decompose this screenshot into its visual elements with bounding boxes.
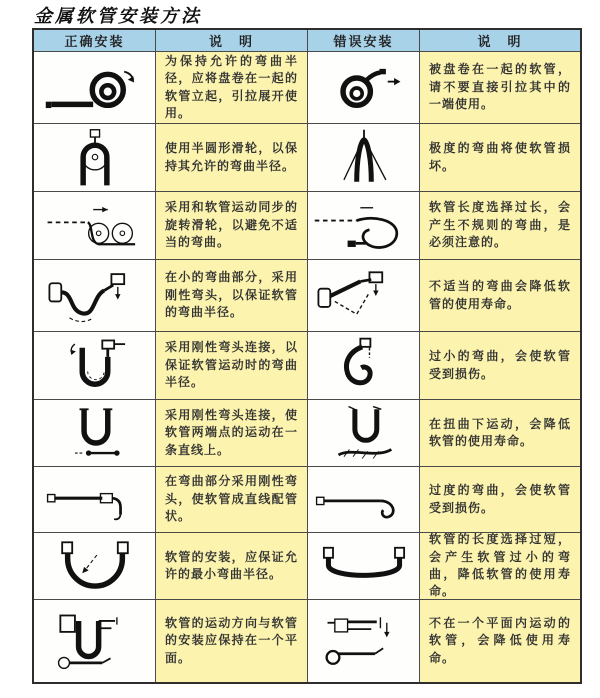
u-hose-inline-motion-icon [40, 402, 150, 464]
wrong-desc-text: 极度的弯曲将使软管损坏。 [429, 141, 571, 173]
wrong-desc-text: 过度的弯曲，会使软管受到损伤。 [429, 483, 571, 515]
coiled-hose-pulled-icon [309, 57, 419, 119]
twisted-hose-icon [309, 402, 419, 464]
table-row [34, 467, 580, 533]
wrong-image-cell [308, 124, 420, 192]
correct-image-cell [34, 52, 156, 124]
correct-desc-cell [156, 52, 308, 124]
correct-desc-text: 使用半圆形滑轮，以保持其允许的弯曲半径。 [165, 141, 298, 173]
wrong-desc-cell [420, 192, 580, 260]
wrong-desc-cell [420, 467, 580, 533]
hose-over-pulley-icon [40, 127, 150, 189]
wrong-desc-cell [420, 400, 580, 467]
coiled-hose-unrolled-icon [40, 57, 150, 119]
table-row [34, 332, 580, 400]
wrong-image-cell [308, 192, 420, 260]
wrong-image-cell [308, 332, 420, 400]
excessive-bend-icon [309, 469, 419, 531]
wrong-image-cell [308, 600, 420, 682]
table-row [34, 533, 580, 600]
wrong-desc-cell [420, 260, 580, 332]
improper-bend-icon [309, 265, 419, 327]
rotating-pulleys-icon [40, 195, 150, 257]
header-description-2: 说 明 [420, 30, 580, 52]
table-header-row [34, 30, 580, 52]
wrong-image-cell [308, 467, 420, 533]
table-row [34, 124, 580, 192]
wrong-desc-text: 过小的弯曲，会使软管受到损伤。 [429, 349, 571, 381]
correct-desc-cell [156, 600, 308, 682]
irregular-bend-icon [309, 195, 419, 257]
correct-desc-text: 在小的弯曲部分，采用刚性弯头，以保证软管的弯曲半径。 [165, 270, 298, 320]
correct-image-cell [34, 192, 156, 260]
rigid-elbow-u-hose-icon [40, 335, 150, 397]
wrong-image-cell [308, 533, 420, 600]
minimum-bend-radius-icon [40, 535, 150, 597]
table-row [34, 600, 580, 682]
in-plane-motion-icon [40, 610, 150, 672]
correct-desc-text: 软管的运动方向与软管的安装应保持在一个平面。 [165, 615, 298, 665]
correct-desc-cell [156, 192, 308, 260]
wrong-image-cell [308, 400, 420, 467]
correct-desc-text: 在弯曲部分采用刚性弯头，使软管成直线配管状。 [165, 474, 298, 524]
correct-desc-text: 采用刚性弯头连接，以保证软管运动时的弯曲半径。 [165, 340, 298, 390]
wrong-desc-text: 不适当的弯曲会降低软管的使用寿命。 [429, 279, 571, 311]
installation-methods-table [32, 28, 582, 684]
wrong-desc-text: 在扭曲下运动，会降低软管的使用寿命。 [429, 416, 571, 448]
wrong-image-cell [308, 260, 420, 332]
straight-piping-elbow-icon [40, 469, 150, 531]
correct-desc-cell [156, 332, 308, 400]
page-title: 金属软管安装方法 [34, 6, 202, 27]
header-correct-install: 正确安装 [34, 30, 156, 52]
wrong-desc-cell [420, 533, 580, 600]
wrong-desc-text: 软管长度选择过长，会产生不规则的弯曲，是必须注意的。 [429, 200, 571, 250]
too-small-bend-icon [309, 335, 419, 397]
table-row [34, 52, 580, 124]
correct-desc-text: 采用刚性弯头连接，使软管两端点的运动在一条直线上。 [165, 407, 298, 457]
extreme-bend-icon [309, 127, 419, 189]
correct-desc-cell [156, 467, 308, 533]
wrong-desc-cell [420, 124, 580, 192]
wrong-desc-cell [420, 600, 580, 682]
out-of-plane-motion-icon [309, 610, 419, 672]
wrong-desc-cell [420, 52, 580, 124]
wrong-desc-text: 被盘卷在一起的软管，请不要直接引拉其中的一端使用。 [429, 62, 571, 112]
rigid-elbow-small-bend-icon [40, 265, 150, 327]
correct-desc-text: 软管的安装，应保证允许的最小弯曲半径。 [165, 549, 298, 581]
correct-desc-text: 采用和软管运动同步的旋转滑轮，以避免不适当的弯曲。 [165, 200, 298, 250]
too-short-hose-icon [309, 535, 419, 597]
table-row [34, 260, 580, 332]
wrong-desc-text: 软管的长度选择过短，会产生软管过小的弯曲，降低软管的使用寿命。 [429, 533, 571, 599]
wrong-desc-text: 不在一个平面内运动的软管，会降低使用寿命。 [429, 615, 571, 665]
correct-image-cell [34, 600, 156, 682]
header-wrong-install: 错误安装 [308, 30, 420, 52]
correct-image-cell [34, 400, 156, 467]
header-description-1: 说 明 [156, 30, 308, 52]
table-row [34, 400, 580, 467]
correct-desc-text: 为保持允许的弯曲半径，应将盘卷在一起的软管立起，引拉展开使用。 [165, 53, 298, 120]
table-row [34, 192, 580, 260]
wrong-desc-cell [420, 332, 580, 400]
correct-image-cell [34, 124, 156, 192]
correct-image-cell [34, 260, 156, 332]
correct-desc-cell [156, 533, 308, 600]
correct-image-cell [34, 533, 156, 600]
correct-desc-cell [156, 400, 308, 467]
correct-desc-cell [156, 124, 308, 192]
correct-image-cell [34, 467, 156, 533]
correct-image-cell [34, 332, 156, 400]
wrong-image-cell [308, 52, 420, 124]
correct-desc-cell [156, 260, 308, 332]
